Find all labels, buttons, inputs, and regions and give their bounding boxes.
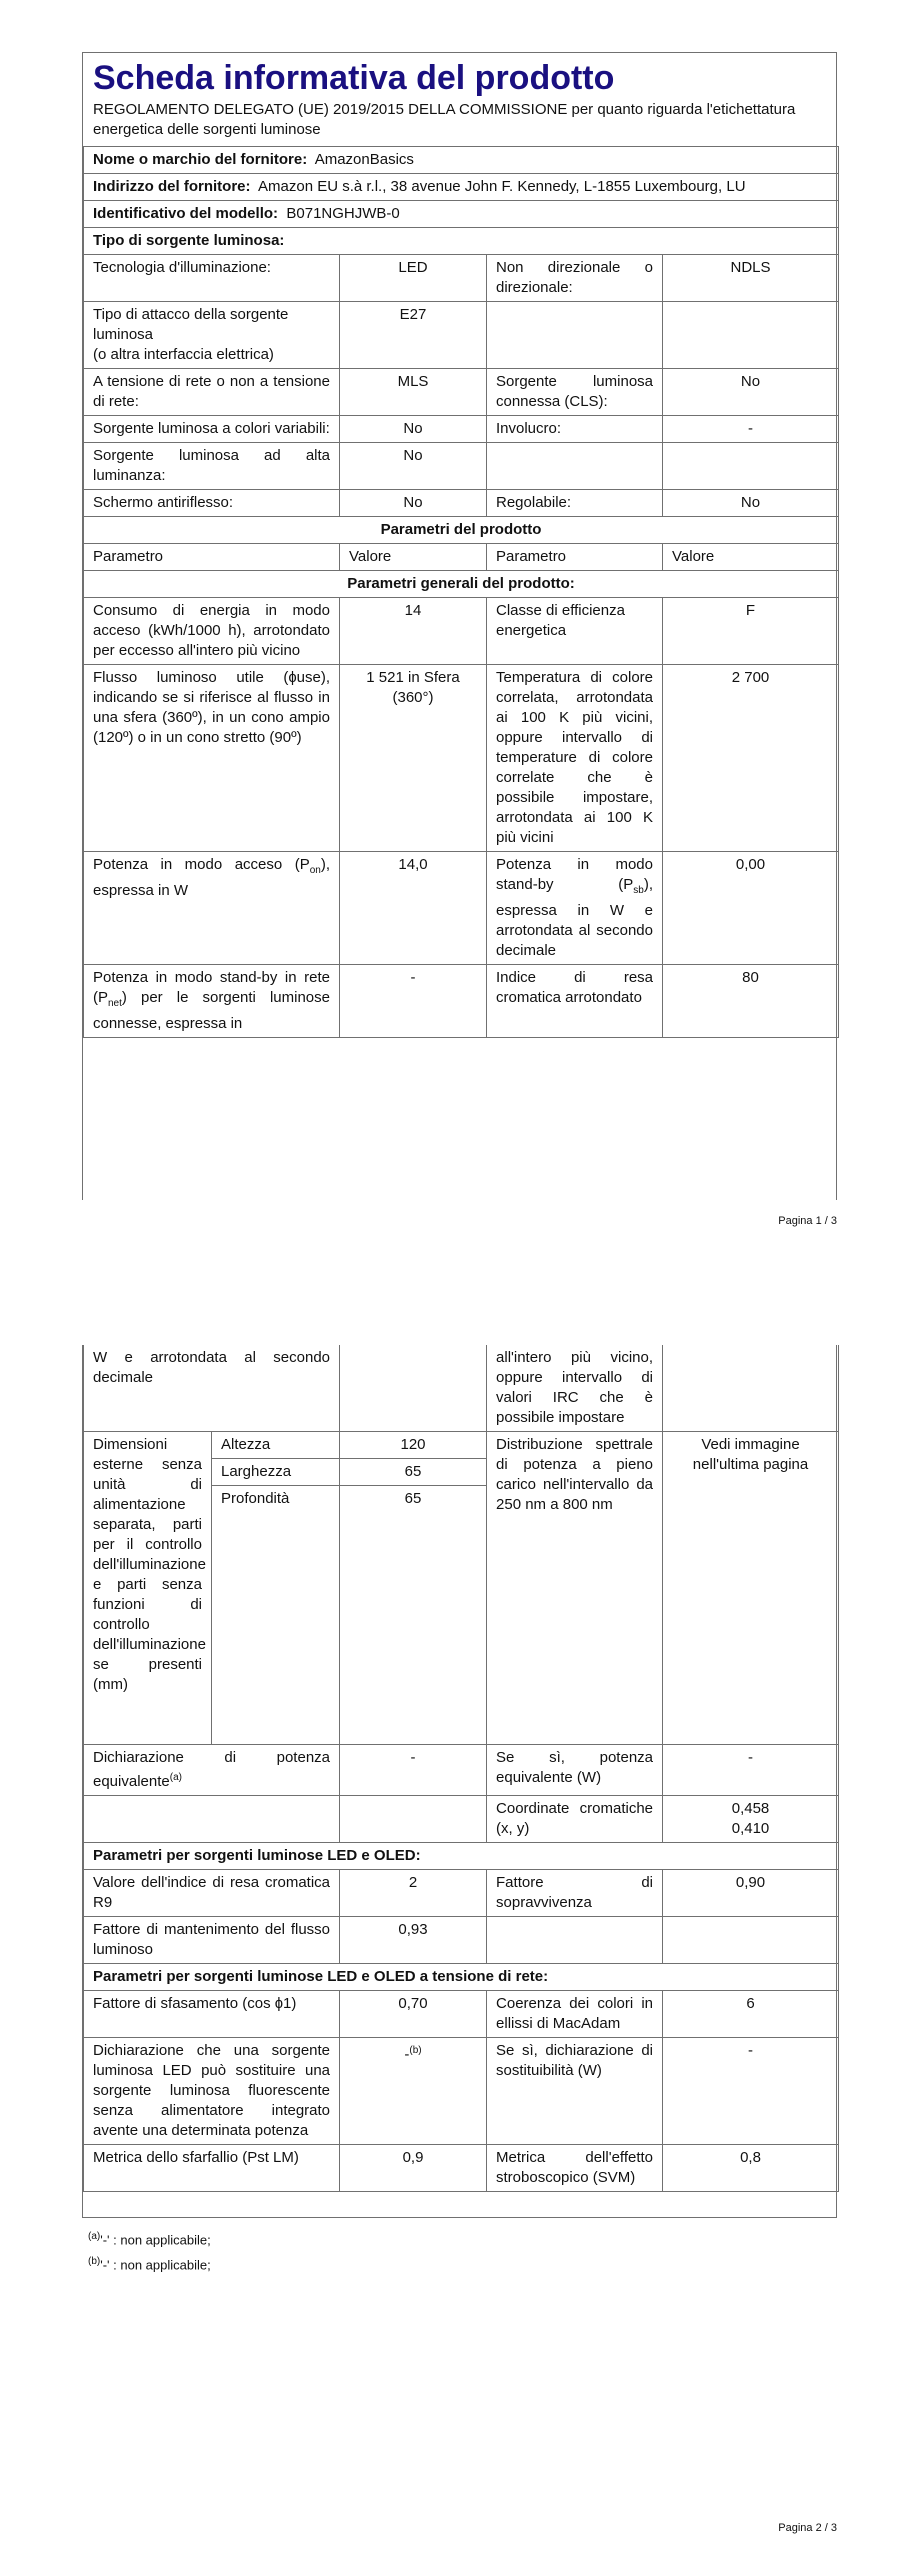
energy-label: Consumo di energia in modo acceso (kWh/1000 h), arrotondato per eccesso all'intero più vicino [84, 598, 340, 665]
table-row [84, 1432, 839, 1459]
depth-label: Profondità [212, 1486, 340, 1513]
cri-value: 80 [663, 965, 839, 1038]
pnet-label: Potenza in modo stand-by in rete $(P_{net})$ per le sorgenti luminose connesse, espressa in [84, 965, 340, 1038]
regulation-text: REGOLAMENTO DELEGATO (UE) 2019/2015 DELLA COMMISSIONE per quanto riguarda l'etichettatura energetica delle sorgenti luminose [93, 101, 796, 138]
column-header-row [84, 544, 839, 571]
tech-value: LED [340, 255, 487, 302]
depth-value: 65 [340, 1486, 487, 1513]
colour-label: Sorgente luminosa a colori variabili: [84, 416, 340, 443]
table-row [84, 255, 839, 302]
general-params-heading: Parametri generali del prodotto: [84, 571, 839, 598]
mains-label: A tensione di rete o non a tensione di rete: [84, 369, 340, 416]
general-heading-row [84, 571, 839, 598]
pst-value: 0,9 [340, 2144, 487, 2191]
table-row [84, 1990, 839, 2037]
source-type-heading-row [84, 228, 839, 255]
pon-value: 14,0 [340, 852, 487, 965]
params-heading: Parametri del prodotto [84, 517, 839, 544]
led-heading: Parametri per sorgenti luminose LED e OLED: [84, 1842, 839, 1869]
table-row [84, 416, 839, 443]
cri-label: Indice di resa cromatica arrotondato [487, 965, 663, 1038]
led-mains-heading-row [84, 1963, 839, 1990]
supplier-address: Amazon EU s.à r.l., 38 avenue John F. Kennedy, L-1855 Luxembourg, LU [258, 178, 746, 195]
chroma-label: Coordinate cromatiche (x, y) [487, 1795, 663, 1842]
pnet-label-continued: W e arrotondata al secondo decimale [84, 1345, 340, 1432]
pf-value: 0,70 [340, 1990, 487, 2037]
maintenance-value: 0,93 [340, 1916, 487, 1963]
footnotes [88, 2226, 211, 2277]
width-label: Larghezza [212, 1459, 340, 1486]
directional-label: Non direzionale o direzionale: [487, 255, 663, 302]
pon-label: Potenza in modo acceso $(P_{on})$, espressa in W [84, 852, 340, 965]
table-row [84, 2144, 839, 2191]
supplier-address-label: Indirizzo del fornitore: [93, 178, 251, 195]
model-id: B071NGHJWB-0 [286, 205, 400, 222]
envelope-value: - [663, 416, 839, 443]
footnote-a: $^{(a)}$'-' : non applicabile; [88, 2231, 211, 2248]
r9-value: 2 [340, 1869, 487, 1916]
replace-label: Dichiarazione che una sorgente luminosa LED può sostituire una sorgente luminosa fluorescente senza alimentatore integrato avente una determinata potenza [84, 2037, 340, 2144]
svm-label: Metrica dell'effetto stroboscopico (SVM) [487, 2144, 663, 2191]
energy-value: 14 [340, 598, 487, 665]
table-row [84, 598, 839, 665]
height-label: Altezza [212, 1432, 340, 1459]
mains-value: MLS [340, 369, 487, 416]
height-value: 120 [340, 1432, 487, 1459]
supplier-name-label: Nome o marchio del fornitore: [93, 151, 308, 168]
table-row [84, 369, 839, 416]
product-info-table [83, 146, 839, 1038]
glare-label: Schermo antiriflesso: [84, 490, 340, 517]
equiv-label: Dichiarazione di potenza equivalente$^{(a)}$ [84, 1744, 340, 1795]
pf-label: Fattore di sfasamento (cos ɸ1) [84, 1990, 340, 2037]
survival-label: Fattore di sopravvivenza [487, 1869, 663, 1916]
replace-w-value: - [663, 2037, 839, 2144]
page-1 [82, 52, 837, 1200]
r9-label: Valore dell'indice di resa cromatica R9 [84, 1869, 340, 1916]
dimensions-label: Dimensioni esterne senza unità di alimentazione separata, parti per il controllo dell'illuminazione e parti senza funzioni di controllo dell'illuminazione se presenti (mm) [84, 1432, 212, 1745]
model-label: Identificativo del modello: [93, 205, 279, 222]
class-value: F [663, 598, 839, 665]
table-row [84, 443, 839, 490]
colour-value: No [340, 416, 487, 443]
table-row [84, 965, 839, 1038]
table-row [84, 1916, 839, 1963]
width-value: 65 [340, 1459, 487, 1486]
high-lum-value: No [340, 443, 487, 490]
equiv-w-label: Se sì, potenza equivalente (W) [487, 1744, 663, 1795]
params-heading-row [84, 517, 839, 544]
supplier-name-row [84, 147, 839, 174]
spd-value: Vedi immagine nell'ultima pagina [663, 1432, 839, 1745]
cap-label-cell [84, 302, 340, 369]
supplier-name: AmazonBasics [314, 151, 414, 168]
spd-label: Distribuzione spettrale di potenza a pieno carico nell'intervallo da 250 nm a 800 nm [487, 1432, 663, 1745]
col-header-param: Parametro [84, 544, 340, 571]
col-header-value: Valore [340, 544, 487, 571]
high-lum-label: Sorgente luminosa ad alta luminanza: [84, 443, 340, 490]
flux-label: Flusso luminoso utile (ɸuse), indicando se si riferisce al flusso in una sfera (360º), in un cono ampio (120º) o in un cono stretto (90º) [84, 665, 340, 852]
table-row [84, 1744, 839, 1795]
cap-label: Tipo di attacco della sorgente luminosa [93, 306, 289, 343]
model-row [84, 201, 839, 228]
class-label: Classe di efficienza energetica [487, 598, 663, 665]
pst-label: Metrica dello sfarfallio (Pst LM) [84, 2144, 340, 2191]
page-2 [82, 1345, 837, 2218]
table-row [84, 490, 839, 517]
page-number-1: Pagina 1 / 3 [778, 1215, 837, 1227]
equiv-value: - [340, 1744, 487, 1795]
envelope-label: Involucro: [487, 416, 663, 443]
chroma-value: 0,458 0,410 [663, 1795, 839, 1842]
footnote-b: $^{(b)}$'-' : non applicabile; [88, 2256, 211, 2273]
table-row [84, 1795, 839, 1842]
macadam-label: Coerenza dei colori in ellissi di MacAdam [487, 1990, 663, 2037]
cap-label-2: (o altra interfaccia elettrica) [93, 346, 274, 363]
pnet-value: - [340, 965, 487, 1038]
table-row [84, 302, 839, 369]
svm-value: 0,8 [663, 2144, 839, 2191]
tech-label: Tecnologia d'illuminazione: [84, 255, 340, 302]
table-row [84, 2037, 839, 2144]
replace-w-label: Se sì, dichiarazione di sostituibilità (W) [487, 2037, 663, 2144]
cct-label: Temperatura di colore correlata, arrotondata ai 100 K più vicini, oppure intervallo di temperature di colore correlate che è possibile impostare, arrotondata ai 100 K più vicini [487, 665, 663, 852]
col-header-value-2: Valore [663, 544, 839, 571]
table-row [84, 1345, 839, 1432]
cct-value: 2 700 [663, 665, 839, 852]
cls-label: Sorgente luminosa connessa (CLS): [487, 369, 663, 416]
table-row [84, 1869, 839, 1916]
led-heading-row [84, 1842, 839, 1869]
col-header-param-2: Parametro [487, 544, 663, 571]
table-row [84, 852, 839, 965]
replace-value: -$^{(b)}$ [340, 2037, 487, 2144]
page-number-2: Pagina 2 / 3 [778, 2522, 837, 2534]
flux-value: 1 521 in Sfera (360°) [340, 665, 487, 852]
macadam-value: 6 [663, 1990, 839, 2037]
maintenance-label: Fattore di mantenimento del flusso luminoso [84, 1916, 340, 1963]
page-title: Scheda informativa del prodotto [93, 59, 615, 97]
psb-value: 0,00 [663, 852, 839, 965]
cap-value: E27 [340, 302, 487, 369]
table-row [84, 665, 839, 852]
supplier-address-row [84, 174, 839, 201]
glare-value: No [340, 490, 487, 517]
equiv-w-value: - [663, 1744, 839, 1795]
led-mains-heading: Parametri per sorgenti luminose LED e OLED a tensione di rete: [84, 1963, 839, 1990]
dimmable-value: No [663, 490, 839, 517]
cls-value: No [663, 369, 839, 416]
survival-value: 0,90 [663, 1869, 839, 1916]
cri-label-continued: all'intero più vicino, oppure intervallo di valori IRC che è possibile impostare [487, 1345, 663, 1432]
product-info-table-continued [83, 1345, 839, 2192]
psb-label: Potenza in modo stand-by $(P_{sb})$, espressa in W e arrotondata al secondo decimale [487, 852, 663, 965]
directional-value: NDLS [663, 255, 839, 302]
source-type-heading: Tipo di sorgente luminosa: [84, 228, 839, 255]
dimmable-label: Regolabile: [487, 490, 663, 517]
